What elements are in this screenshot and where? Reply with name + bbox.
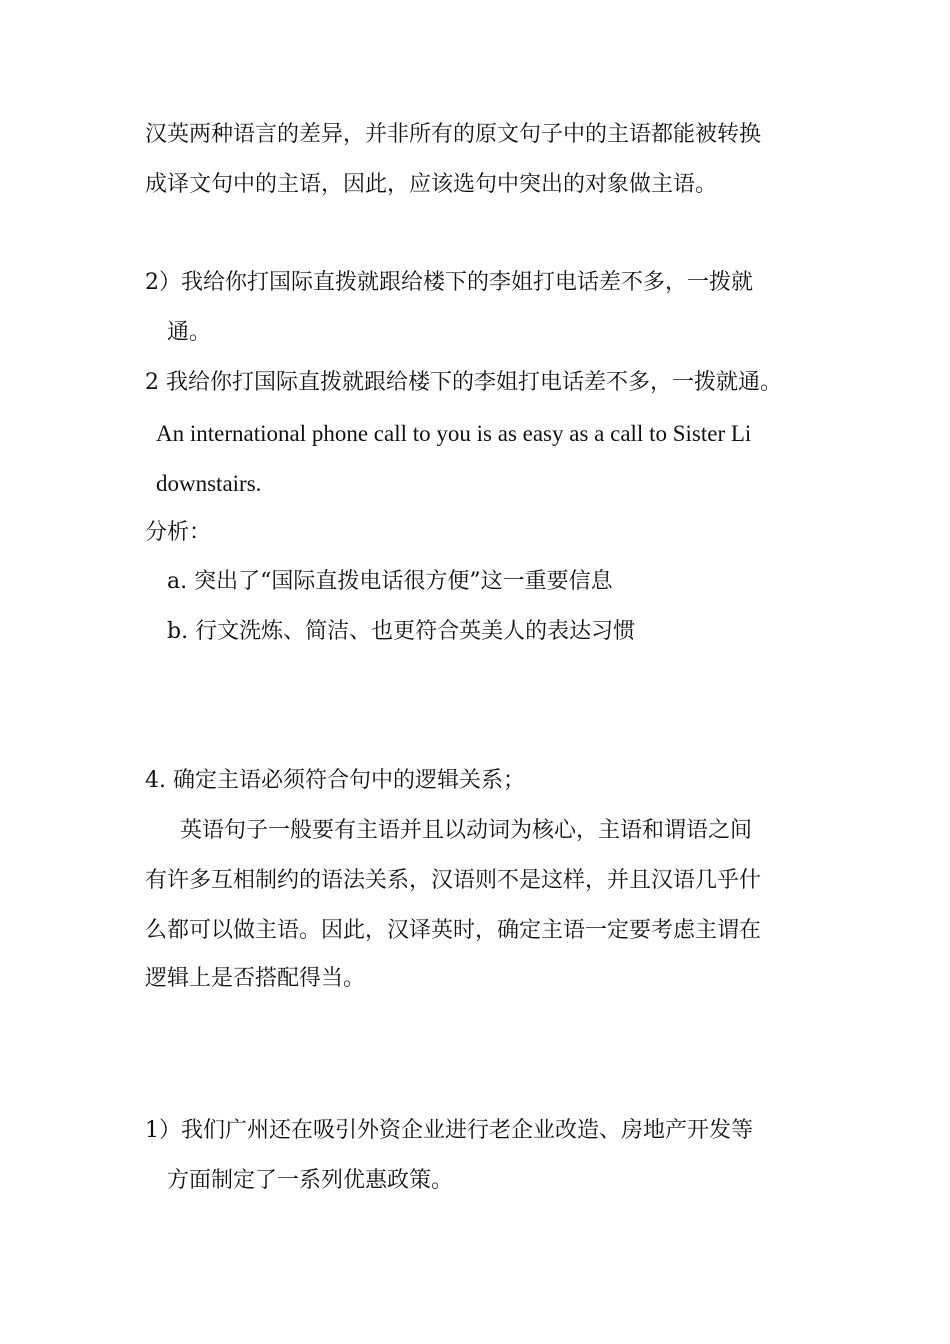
example1-line-2: 方面制定了一系列优惠政策。	[167, 1168, 454, 1193]
analysis-point-b: b. 行文洗炼、简洁、也更符合英美人的表达习惯	[167, 619, 636, 644]
analysis-label: 分析：	[145, 520, 212, 545]
intro-line-1: 汉英两种语言的差异，并非所有的原文句子中的主语都能被转换	[145, 122, 762, 147]
example2-heading-line-1: 2）我给你打国际直拨就跟给楼下的李姐打电话差不多，一拨就	[145, 270, 753, 295]
section-4-paragraph-line-3: 么都可以做主语。因此，汉译英时，确定主语一定要考虑主谓在	[145, 918, 762, 943]
section-4-paragraph-line-2: 有许多互相制约的语法关系，汉语则不是这样，并且汉语几乎什	[145, 868, 762, 893]
example1-line-1: 1）我们广州还在吸引外资企业进行老企业改造、房地产开发等	[145, 1118, 753, 1143]
example2-heading-line-2: 通。	[167, 320, 212, 345]
analysis-point-a: a. 突出了“国际直拨电话很方便”这一重要信息	[167, 569, 613, 594]
section-4-title: 4. 确定主语必须符合句中的逻辑关系；	[145, 768, 525, 793]
intro-line-2: 成译文句中的主语，因此，应该选句中突出的对象做主语。	[145, 172, 718, 197]
example2-source-sentence: 2 我给你打国际直拨就跟给楼下的李姐打电话差不多，一拨就通。	[145, 370, 782, 395]
section-4-paragraph-line-1: 英语句子一般要有主语并且以动词为核心，主语和谓语之间	[180, 818, 753, 843]
example2-translation-line-2: downstairs.	[156, 471, 262, 496]
example2-translation-line-1: An international phone call to you is as easy as a call to Sister Li	[156, 421, 752, 446]
section-4-paragraph-line-4: 逻辑上是否搭配得当。	[145, 966, 366, 991]
